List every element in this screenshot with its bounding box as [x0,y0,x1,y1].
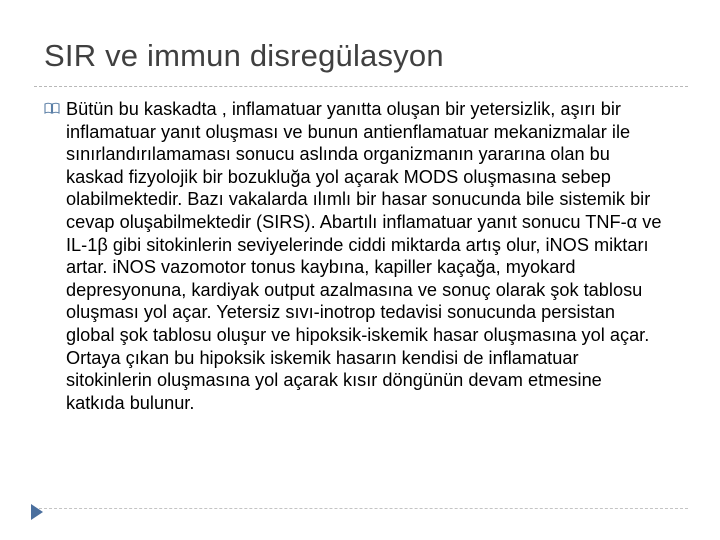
title-divider [34,86,688,87]
bottom-divider [34,508,688,509]
slide-content [44,98,664,414]
open-book-icon [44,102,60,114]
bullet-paragraph: Bütün bu kaskadta , inflamatuar yanıtta oluşan bir yetersizlik, aşırı bir inflamatuar yanıt oluşması ve bunun antienflamatuar mekanizmalar ile sınırlandırılamaması sonucu aslında organizmanın yararına olan bu kaskad fizyolojik bir bozukluğa yol açarak MODS oluşmasına sebep olabilmektedir. Bazı vakalarda ılımlı bir hasar sonucunda bile sistemik bir cevap oluşabilmektedir (SIRS). Abartılı inflamatuar yanıt sonucu TNF-α ve IL-1β gibi sitokinlerin seviyelerinde ciddi miktarda artış olur, iNOS miktarı artar. iNOS vazomotor tonus kaybına, kapiller kaçağa, myokard depresyonuna, kardiyak output azalmasına ve sonuç olarak şok tablosu oluşması yol açar. Yetersiz sıvı-inotrop tedavisi sonucunda persistan global şok tablosu oluşur ve hipoksik-iskemik hasar oluşmasına yol açar. Ortaya çıkan bu hipoksik iskemik hasarın kendisi de inflamatuar sitokinlerin oluşmasına yol açarak kısır döngünün devam etmesine katkıda bulunur. [66,99,662,413]
slide-title: SIR ve immun disregülasyon [44,38,444,73]
triangle-arrow-icon [30,503,44,521]
